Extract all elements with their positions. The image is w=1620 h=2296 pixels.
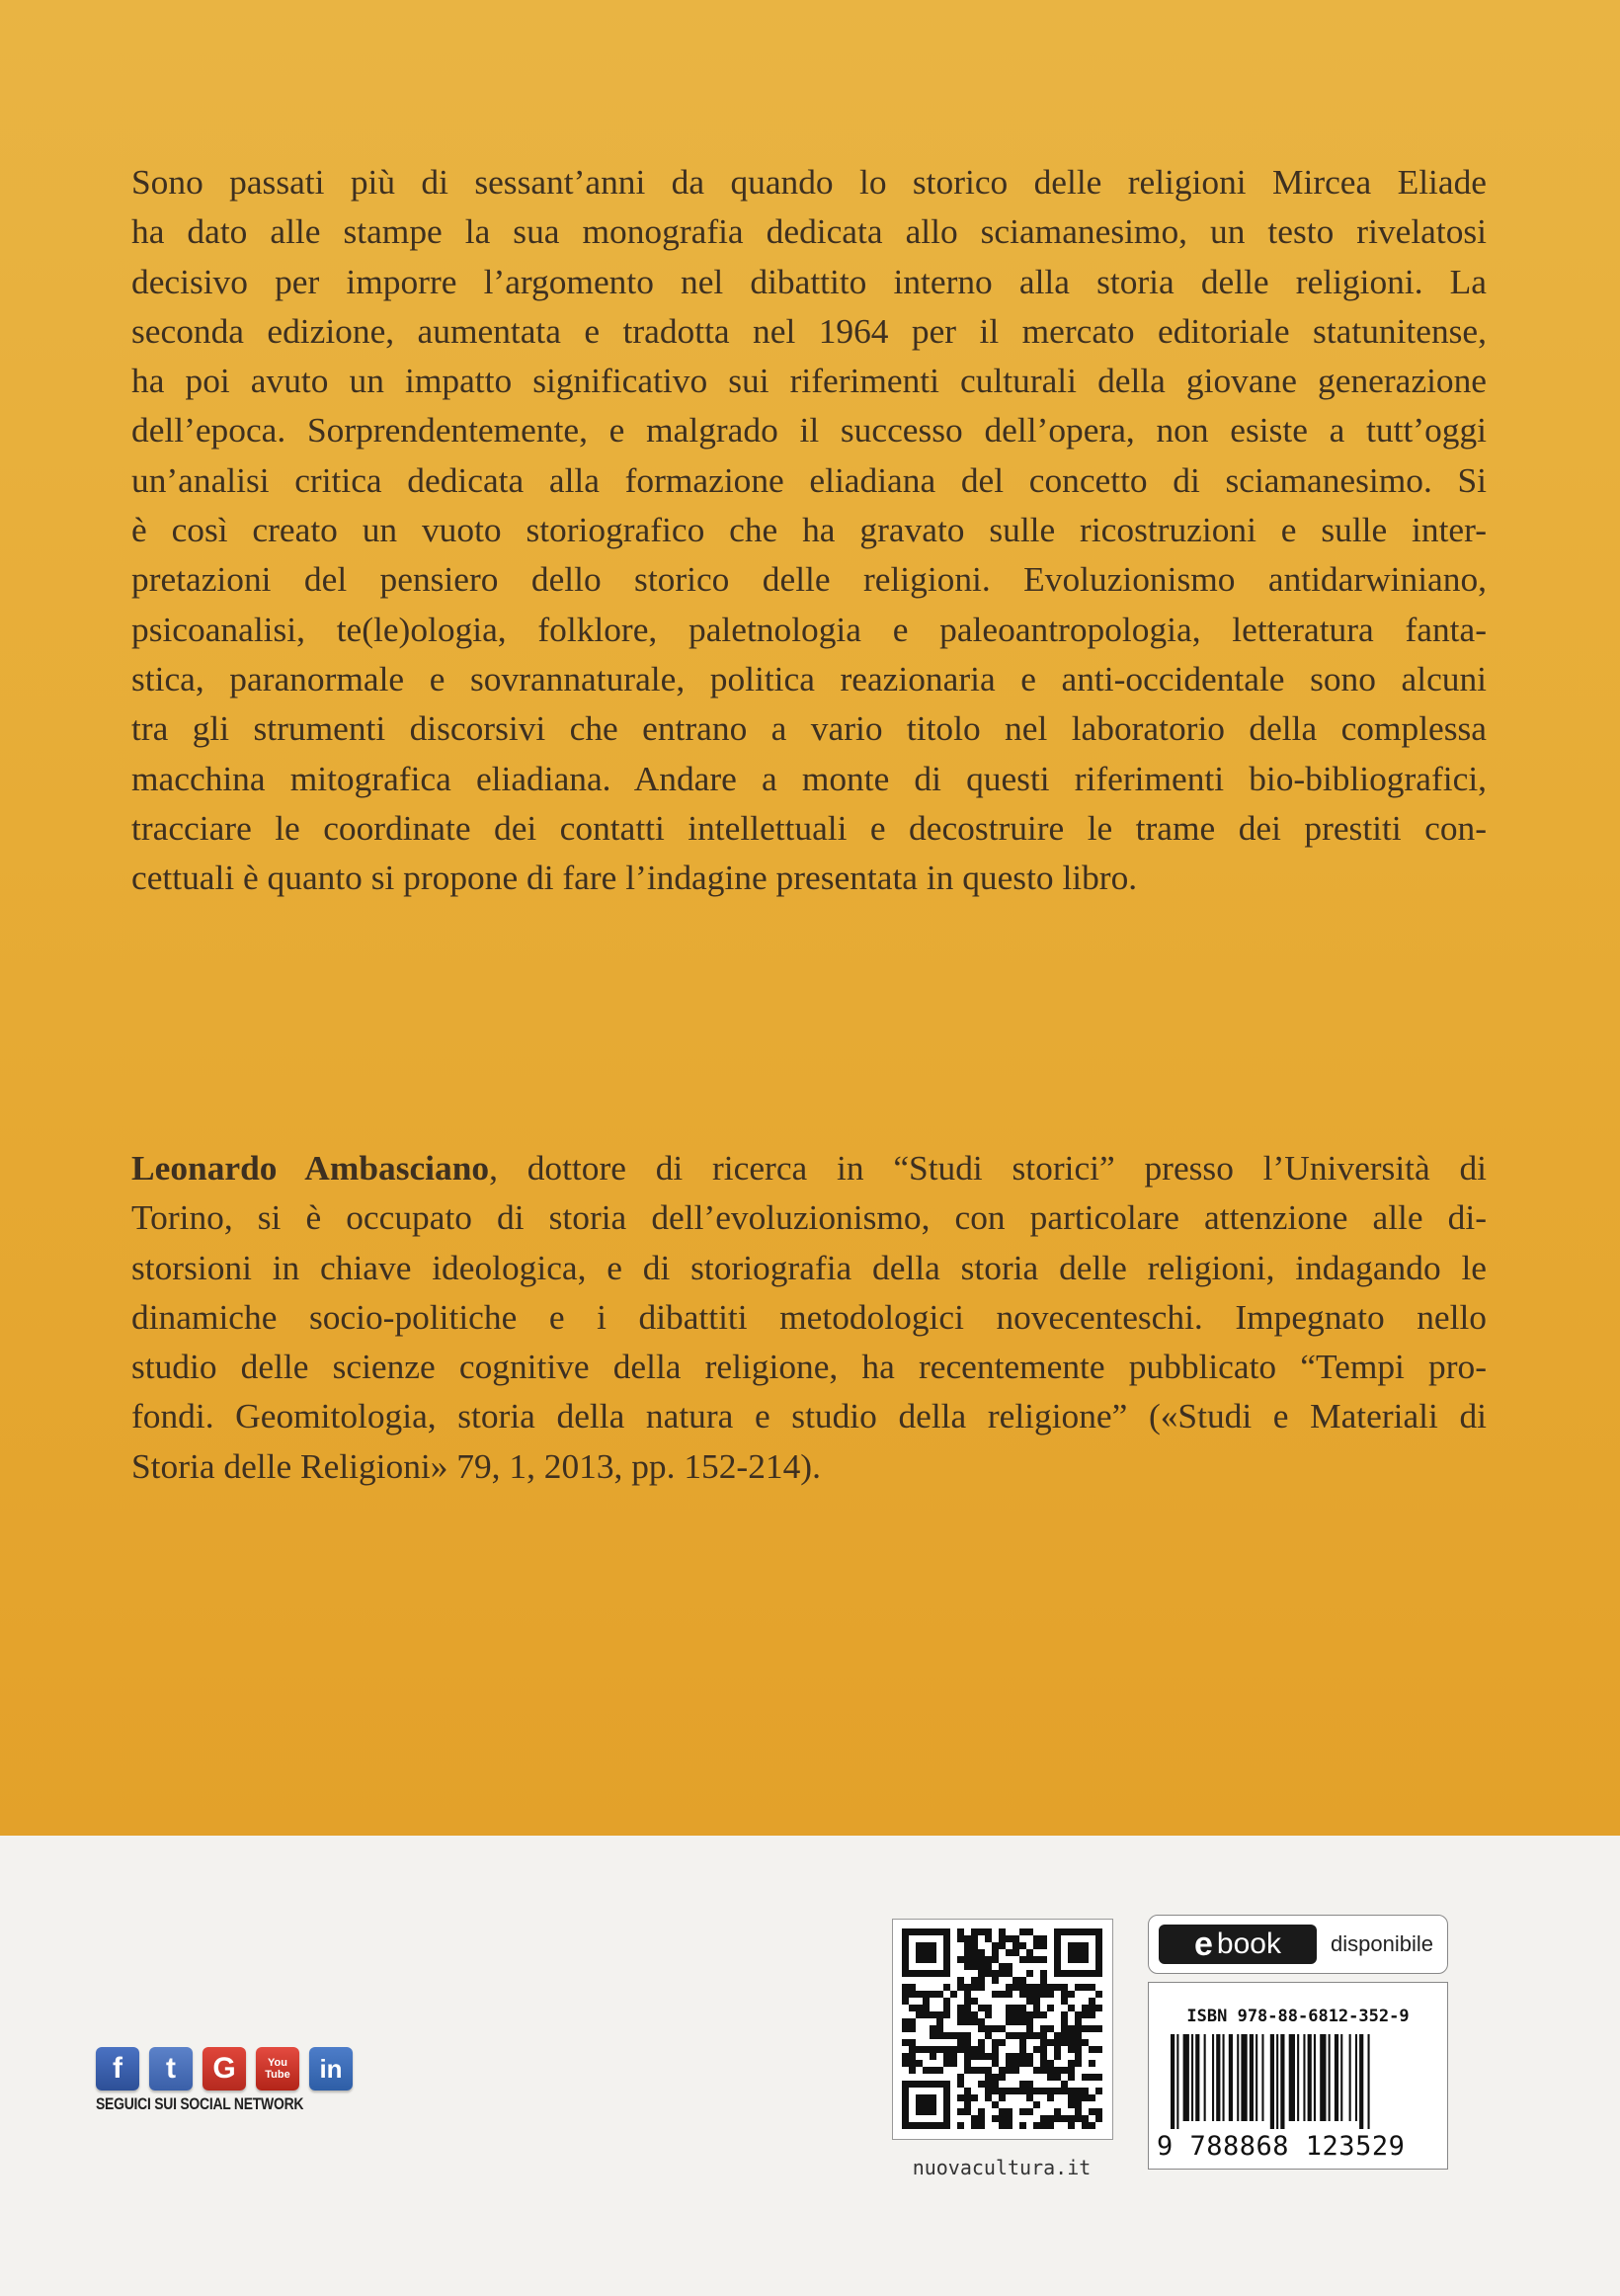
- social-label: SEGUICI SUI SOCIAL NETWORK: [96, 2094, 304, 2113]
- bio-line: dinamiche socio-politiche e i dibattiti metodologici novecenteschi. Impegnato nello: [131, 1296, 1487, 1337]
- bio-line: Storia delle Religioni» 79, 1, 2013, pp. 152-214).: [131, 1445, 821, 1486]
- barcode-bars: [1171, 2034, 1427, 2134]
- bio-line: fondi. Geomitologia, storia della natura e studio della religione” («Studi e Materiali di: [131, 1396, 1487, 1436]
- ebook-logo-e: e: [1194, 1925, 1213, 1963]
- facebook-icon[interactable]: f: [96, 2047, 139, 2091]
- synopsis-line: è così creato un vuoto storiografico che ha gravato sulle ricostruzioni e sulle inter-: [131, 510, 1487, 550]
- social-networks: [96, 2047, 353, 2114]
- synopsis-line: seconda edizione, aumentata e tradotta nel 1964 per il mercato editoriale statunitense,: [131, 310, 1487, 351]
- barcode-digits: 9 788868 123529: [1157, 2131, 1406, 2162]
- youtube-icon[interactable]: [256, 2047, 299, 2091]
- synopsis-line: dell’epoca. Sorprendentemente, e malgrado il successo dell’opera, non esiste a tutt’oggi: [131, 410, 1487, 451]
- author-name: Leonardo Ambasciano: [131, 1148, 490, 1188]
- synopsis-line: stica, paranormale e sovrannaturale, politica reazionaria e anti-occidentale sono alcuni: [131, 658, 1487, 698]
- isbn-barcode-box: [1148, 1982, 1448, 2170]
- ebook-logo: [1159, 1925, 1317, 1964]
- youtube-icon-bottom: Tube: [265, 2069, 290, 2081]
- google-icon[interactable]: G: [202, 2047, 246, 2091]
- qr-code-graphic: [893, 1920, 1112, 2139]
- synopsis-line: un’analisi critica dedicata alla formazione eliadiana del concetto di sciamanesimo. Si: [131, 459, 1487, 500]
- isbn-text: ISBN 978-88-6812-352-9: [1186, 2007, 1410, 2026]
- synopsis-line: macchina mitografica eliadiana. Andare a monte di questi riferimenti bio-bibliografici,: [131, 758, 1487, 798]
- social-icons-row: [96, 2047, 353, 2091]
- ebook-available-label: disponibile: [1331, 1931, 1433, 1956]
- synopsis-line: pretazioni del pensiero dello storico delle religioni. Evoluzionismo antidarwiniano,: [131, 559, 1487, 600]
- synopsis-line: tra gli strumenti discorsivi che entrano a vario titolo nel laboratorio della complessa: [131, 708, 1487, 749]
- bio-first-line: [131, 1143, 1487, 1192]
- synopsis-line: psicoanalisi, te(le)ologia, folklore, paletnologia e paleoantropologia, letteratura fanta-: [131, 609, 1487, 649]
- synopsis-line: decisivo per imporre l’argomento nel dibattito interno alla storia delle religioni. La: [131, 261, 1487, 301]
- bio-line: storsioni in chiave ideologica, e di storiografia della storia delle religioni, indagando le: [131, 1247, 1487, 1287]
- website-url[interactable]: nuovacultura.it: [912, 2156, 1092, 2179]
- youtube-icon-top: You: [268, 2057, 287, 2069]
- synopsis-line: cettuali è quanto si propone di fare l’indagine presentata in questo libro.: [131, 858, 1138, 898]
- synopsis-line: Sono passati più di sessant’anni da quando lo storico delle religioni Mircea Eliade: [131, 162, 1487, 202]
- ebook-logo-word: book: [1216, 1927, 1281, 1960]
- ebook-badge: [1148, 1915, 1448, 1974]
- synopsis-line: tracciare le coordinate dei contatti intellettuali e decostruire le trame dei prestiti con-: [131, 807, 1487, 848]
- synopsis-text: [131, 157, 1487, 902]
- linkedin-icon[interactable]: in: [309, 2047, 353, 2091]
- bio-line: studio delle scienze cognitive della religione, ha recentemente pubblicato “Tempi pro-: [131, 1347, 1487, 1387]
- bio-first-line-rest: , dottore di ricerca in “Studi storici” presso l’Università di: [489, 1148, 1487, 1188]
- qr-code[interactable]: [892, 1919, 1113, 2140]
- twitter-icon[interactable]: t: [149, 2047, 193, 2091]
- barcode-graphic: [1171, 2034, 1427, 2129]
- synopsis-line: ha dato alle stampe la sua monografia dedicata allo sciamanesimo, un testo rivelatosi: [131, 211, 1487, 252]
- bio-line: Torino, si è occupato di storia dell’evoluzionismo, con particolare attenzione alle di-: [131, 1197, 1487, 1238]
- author-bio: [131, 1143, 1487, 1491]
- synopsis-line: ha poi avuto un impatto significativo sui riferimenti culturali della giovane generazione: [131, 361, 1487, 401]
